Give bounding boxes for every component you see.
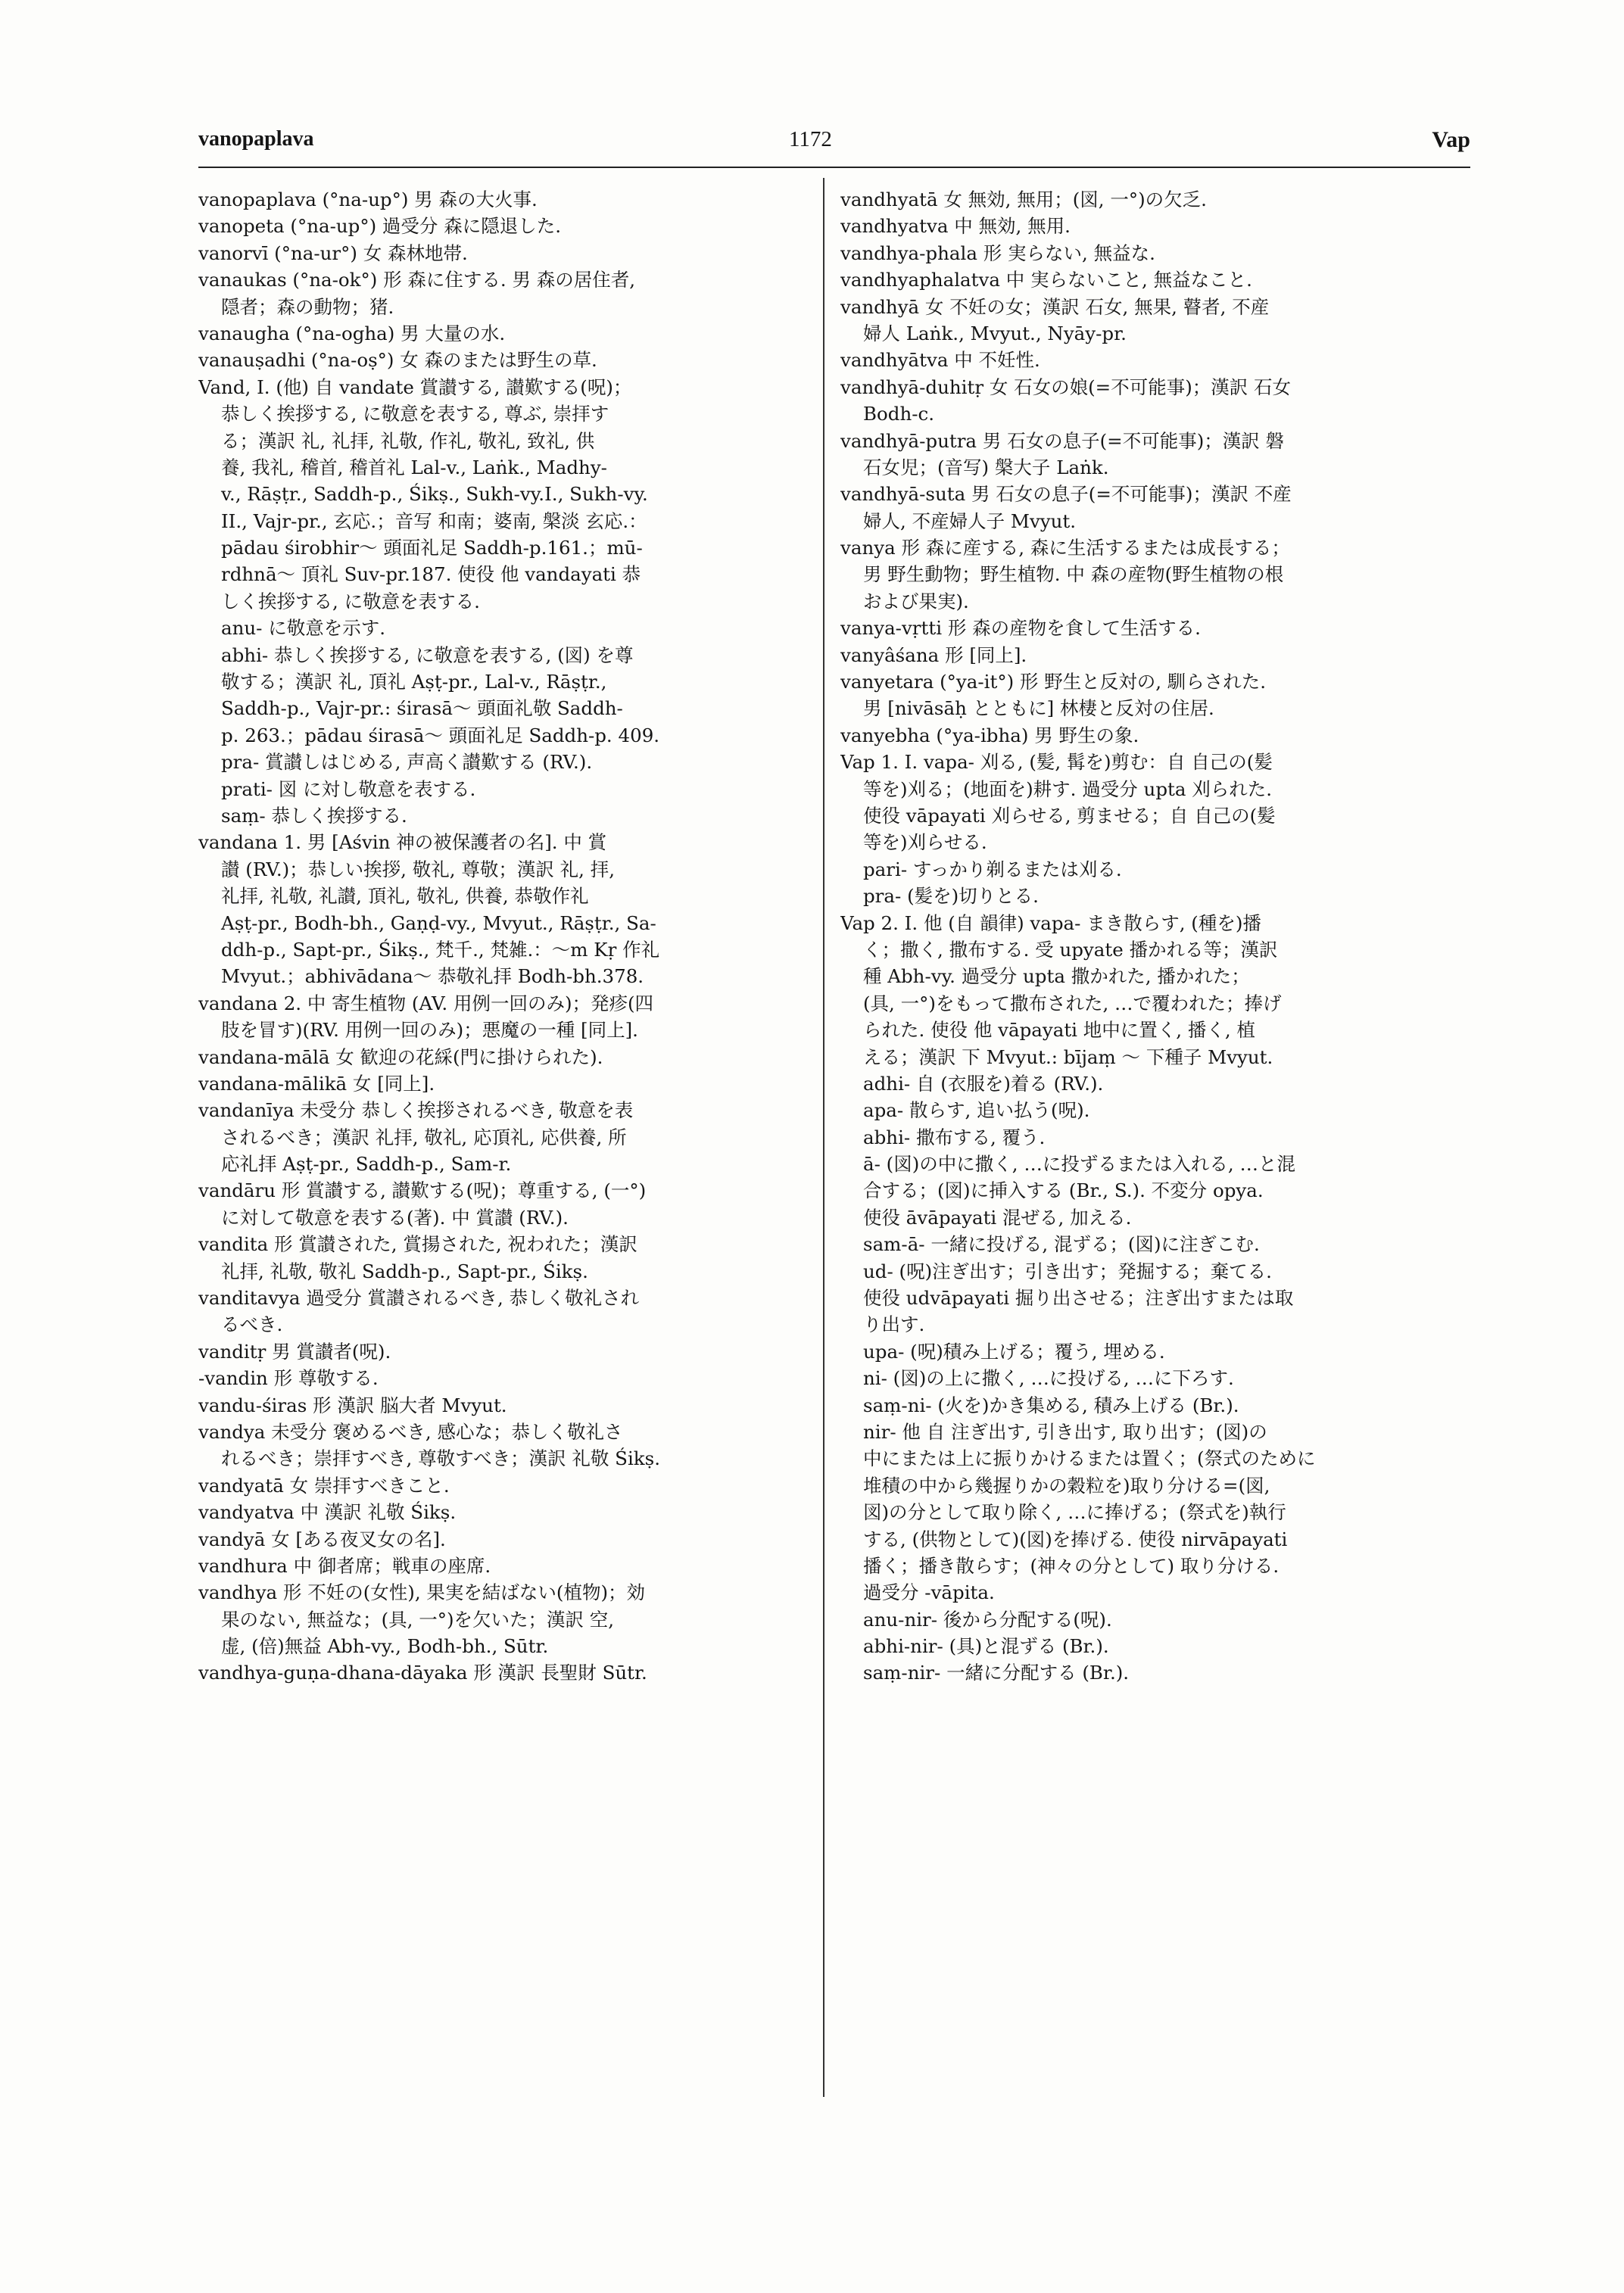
entry-line: 婦人 Laṅk., Mvyut., Nyāy-pr. (863, 322, 1127, 344)
entry-line: 讃 (RV.)；恭しい挨拶, 敬礼, 尊敬；漢訳 礼, 拝, (221, 858, 615, 880)
entry-line: vandana-mālā 女 歓迎の花綵(門に掛けられた). (198, 1045, 603, 1068)
entry-line: vandāru 形 賞讃する, 讃歎する(呪)；尊重する, (一°) (198, 1179, 647, 1202)
header-last-entry: Vap (1432, 127, 1470, 152)
entry-line: 肢を冒す)(RV. 用例一回のみ)；悪魔の一種 [同上]. (221, 1019, 638, 1042)
entry-line: に対して敬意を表する(著). 中 賞讃 (RV.). (221, 1206, 569, 1229)
header-rule (198, 167, 1470, 168)
entry-line: ā- (図)の中に撒く, …に投ずるまたは入れる, …と混 (863, 1153, 1295, 1176)
entry-line: vandhya 形 不妊の(女性), 果実を結ばない(植物)；効 (198, 1581, 646, 1604)
entry-line: られた. 使役 他 vāpayati 地中に置く, 播く, 植 (863, 1019, 1255, 1042)
entry-line: 合する；(図)に挿入する (Br., S.). 不変分 opya. (863, 1179, 1264, 1202)
entry-line: vandhyatā 女 無効, 無用；(図, 一°)の欠乏. (840, 188, 1207, 210)
page-header (198, 127, 1470, 173)
entry-line: (具, 一°)をもって撒布された, …で覆われた；捧げ (863, 992, 1282, 1014)
entry-line: しく挨拶する, に敬意を表する. (221, 590, 480, 612)
entry-line: vandhyā-putra 男 石女の息子(=不可能事)；漢訳 磐 (840, 429, 1285, 452)
entry-line: vanaugha (°na-ogha) 男 大量の水. (198, 322, 506, 344)
header-first-entry: vanopaplava (198, 127, 314, 151)
entry-line: vanya-vṛtti 形 森の産物を食して生活する. (840, 617, 1201, 640)
entry-line: vandhyātva 中 不妊性. (840, 349, 1040, 372)
entry-line: 使役 udvāpayati 掘り出させる；注ぎ出すまたは取 (863, 1287, 1294, 1310)
entry-line: Aṣṭ-pr., Bodh-bh., Gaṇḍ-vy., Mvyut., Rāṣṭr., Sa- (221, 911, 656, 934)
entry-line: anu-nir- 後から分配する(呪). (863, 1608, 1112, 1631)
entry-line: vanauṣadhi (°na-oṣ°) 女 森のまたは野生の草. (198, 349, 597, 372)
entry-line: 果のない, 無益な；(具, 一°)を欠いた；漢訳 空, (221, 1608, 615, 1631)
entry-line: vanyebha (°ya-ibha) 男 野生の象. (840, 724, 1139, 746)
entry-line: ni- (図)の上に撒く, …に投げる, …に下ろす. (863, 1367, 1234, 1390)
entry-line: する, (供物として)(図)を捧げる. 使役 nirvāpayati (863, 1528, 1288, 1550)
entry-line: abhi- 撒布する, 覆う. (863, 1126, 1046, 1148)
entry-line: vanaukas (°na-ok°) 形 森に住する. 男 森の居住者, (198, 269, 636, 291)
entry-line: prati- 図 に対し敬意を表する. (221, 777, 476, 800)
entry-line: されるべき；漢訳 礼拝, 敬礼, 応頂礼, 応供養, 所 (221, 1126, 627, 1148)
entry-line: る；漢訳 礼, 礼拝, 礼敬, 作礼, 敬礼, 致礼, 供 (221, 429, 595, 452)
entry-line: vandhyā-duhitṛ 女 石女の娘(=不可能事)；漢訳 石女 (840, 375, 1292, 398)
entry-line: ddh-p., Sapt-pr., Śikṣ., 梵千., 梵雑.：～m Kṛ 作礼 (221, 938, 660, 961)
entry-line: vandita 形 賞讃された, 賞揚された, 祝われた；漢訳 (198, 1233, 637, 1256)
entry-line: pādau śirobhir～ 頭面礼足 Saddh-p.161.；mū- (221, 537, 643, 559)
entry-line: 虚, (倍)無益 Abh-vy., Bodh-bh., Sūtr. (221, 1635, 549, 1658)
entry-line: adhi- 自 (衣服を)着る (RV.). (863, 1072, 1104, 1095)
entry-line: vanya 形 森に産する, 森に生活するまたは成長する； (840, 537, 1290, 559)
entry-line: vanditavya 過受分 賞讃されるべき, 恭しく敬礼され (198, 1287, 640, 1310)
entry-line: II., Vajr-pr., 玄応.；音写 和南；婆南, 槃淡 玄応.： (221, 509, 647, 532)
entry-line: pra- 賞讃しはじめる, 声高く讃歎する (RV.). (221, 751, 593, 774)
page-number: 1172 (789, 127, 832, 151)
entry-line: vanyâśana 形 [同上]. (840, 643, 1027, 666)
entry-line: 養, 我礼, 稽首, 稽首礼 Lal-v., Laṅk., Madhy- (221, 456, 607, 478)
entry-line: vanditṛ 男 賞讃者(呪). (198, 1340, 391, 1363)
entry-line: abhi- 恭しく挨拶する, に敬意を表する, (図) を尊 (221, 643, 634, 666)
entry-line: vandhyā 女 不妊の女；漢訳 石女, 無果, 瞽者, 不産 (840, 295, 1270, 318)
entry-line: vandhya-guṇa-dhana-dāyaka 形 漢訳 長聖財 Sūtr. (198, 1662, 647, 1684)
entry-line: upa- (呪)積み上げる；覆う, 埋める. (863, 1340, 1165, 1363)
entry-line: Vap 2. I. 他 (自 韻律) vapa- まき散らす, (種を)播 (840, 911, 1261, 934)
entry-line: vandyā 女 [ある夜叉女の名]. (198, 1528, 446, 1550)
entry-line: 使役 āvāpayati 混ぜる, 加える. (863, 1206, 1132, 1229)
entry-line: 応礼拝 Aṣṭ-pr., Saddh-p., Sam-r. (221, 1153, 512, 1176)
entry-line: vandanīya 未受分 恭しく挨拶されるべき, 敬意を表 (198, 1099, 634, 1122)
entry-line: Mvyut.；abhivādana～ 恭敬礼拝 Bodh-bh.378. (221, 965, 644, 988)
entry-line: 石女児；(音写) 槃大子 Laṅk. (863, 456, 1109, 478)
entry-line: 中にまたは上に振りかけるまたは置く；(祭式のために (863, 1447, 1316, 1470)
entry-line: Bodh-c. (863, 403, 935, 425)
right-column (840, 186, 1469, 1687)
entry-line: 播く；播き散らす；(神々の分として) 取り分ける. (863, 1554, 1280, 1577)
entry-line: れるべき；崇拝すべき, 尊敬すべき；漢訳 礼敬 Śikṣ. (221, 1447, 660, 1470)
entry-line: vandhyā-suta 男 石女の息子(=不可能事)；漢訳 不産 (840, 483, 1292, 506)
entry-line: vanorvī (°na-ur°) 女 森林地帯. (198, 241, 468, 264)
entry-line: saṃ-ni- (火を)かき集める, 積み上げる (Br.). (863, 1394, 1239, 1416)
entry-line: saṃ- 恭しく挨拶する. (221, 804, 407, 827)
entry-line: vandana 1. 男 [Aśvin 神の被保護者の名]. 中 賞 (198, 831, 607, 854)
entry-line: 敬する；漢訳 礼, 頂礼 Aṣṭ-pr., Lal-v., Rāṣṭr., (221, 671, 607, 693)
entry-line: vandya 未受分 褒めるべき, 感心な；恭しく敬礼さ (198, 1420, 623, 1443)
entry-line: 男 野生動物；野生植物. 中 森の産物(野生植物の根 (863, 563, 1284, 586)
entry-line: nir- 他 自 注ぎ出す, 引き出す, 取り出す；(図)の (863, 1420, 1267, 1443)
entry-line: vandhya-phala 形 実らない, 無益な. (840, 241, 1155, 264)
column-divider (823, 178, 824, 2097)
entry-line: abhi-nir- (具)と混ずる (Br.). (863, 1635, 1109, 1658)
entry-line: く；撒く, 撒布する. 受 upyate 播かれる等；漢訳 (863, 938, 1278, 961)
entry-line: 種 Abh-vy. 過受分 upta 撒かれた, 播かれた； (863, 965, 1250, 988)
entry-line: -vandin 形 尊敬する. (198, 1367, 379, 1390)
entry-line: vanopaplava (°na-up°) 男 森の大火事. (198, 188, 538, 210)
entry-line: sam-ā- 一緒に投げる, 混ずる；(図)に注ぎこむ. (863, 1233, 1260, 1256)
entry-line: apa- 散らす, 追い払う(呪). (863, 1099, 1090, 1122)
entry-line: vandana-mālikā 女 [同上]. (198, 1072, 435, 1095)
entry-line: える；漢訳 下 Mvyut.: bījaṃ ～ 下種子 Mvyut. (863, 1045, 1273, 1068)
entry-line: rdhnā～ 頂礼 Suv-pr.187. 使役 他 vandayati 恭 (221, 563, 641, 586)
entry-line: vandu-śiras 形 漢訳 脳大者 Mvyut. (198, 1394, 507, 1416)
entry-line: Vand, I. (他) 自 vandate 賞讃する, 讃歎する(呪)； (198, 375, 632, 398)
entry-line: vandhura 中 御者席；戦車の座席. (198, 1554, 491, 1577)
entry-line: vandhyaphalatva 中 実らないこと, 無益なこと. (840, 269, 1252, 291)
entry-line: 礼拝, 礼敬, 礼讃, 頂礼, 敬礼, 供養, 恭敬作礼 (221, 885, 589, 908)
entry-line: anu- に敬意を示す. (221, 617, 386, 640)
entry-line: vandyatva 中 漢訳 礼敬 Śikṣ. (198, 1501, 457, 1524)
entry-line: 過受分 -vāpita. (863, 1581, 995, 1604)
entry-line: p. 263.；pādau śirasā～ 頭面礼足 Saddh-p. 409. (221, 724, 660, 746)
entry-line: り出す. (863, 1313, 925, 1336)
entry-line: v., Rāṣṭr., Saddh-p., Śikṣ., Sukh-vy.I., Sukh-vy. (221, 483, 648, 506)
entry-line: vandyatā 女 崇拝すべきこと. (198, 1474, 450, 1497)
entry-line: vanyetara (°ya-it°) 形 野生と反対の, 馴らされた. (840, 671, 1267, 693)
entry-line: 図)の分として取り除く, …に捧げる；(祭式を)執行 (863, 1501, 1286, 1524)
entry-line: 使役 vāpayati 刈らせる, 剪ませる；自 自己の(髪 (863, 804, 1276, 827)
entry-line: vandhyatva 中 無効, 無用. (840, 215, 1071, 238)
entry-line: saṃ-nir- 一緒に分配する (Br.). (863, 1662, 1130, 1684)
entry-line: vandana 2. 中 寄生植物 (AV. 用例一回のみ)；発疹(四 (198, 992, 654, 1014)
entry-line: 男 [nivāsāḥ とともに] 林棲と反対の住居. (863, 697, 1214, 720)
entry-line: Vap 1. I. vapa- 刈る, (髪, 髯を)剪む：自 自己の(髪 (840, 751, 1273, 774)
entry-line: Saddh-p., Vajr-pr.: śirasā～ 頭面礼敬 Saddh- (221, 697, 623, 720)
entry-line: るべき. (221, 1313, 283, 1336)
entry-line: 堆積の中から幾握りかの穀粒を)取り分ける=(図, (863, 1474, 1270, 1497)
left-column (198, 186, 804, 1687)
entry-line: 恭しく挨拶する, に敬意を表する, 尊ぶ, 崇拝す (221, 403, 609, 425)
entry-line: pra- (髪を)切りとる. (863, 885, 1039, 908)
entry-line: vanopeta (°na-up°) 過受分 森に隠退した. (198, 215, 562, 238)
entry-line: 等を)刈る；(地面を)耕す. 過受分 upta 刈られた. (863, 777, 1273, 800)
entry-line: pari- すっかり剃るまたは刈る. (863, 858, 1122, 880)
entry-line: および果実). (863, 590, 969, 612)
entry-line: ud- (呪)注ぎ出す；引き出す；発掘する；棄てる. (863, 1260, 1272, 1282)
entry-line: 礼拝, 礼敬, 敬礼 Saddh-p., Sapt-pr., Śikṣ. (221, 1260, 588, 1282)
entry-line: 隠者；森の動物；猪. (221, 295, 394, 318)
entry-line: 等を)刈らせる. (863, 831, 987, 854)
entry-line: 婦人, 不産婦人子 Mvyut. (863, 509, 1077, 532)
